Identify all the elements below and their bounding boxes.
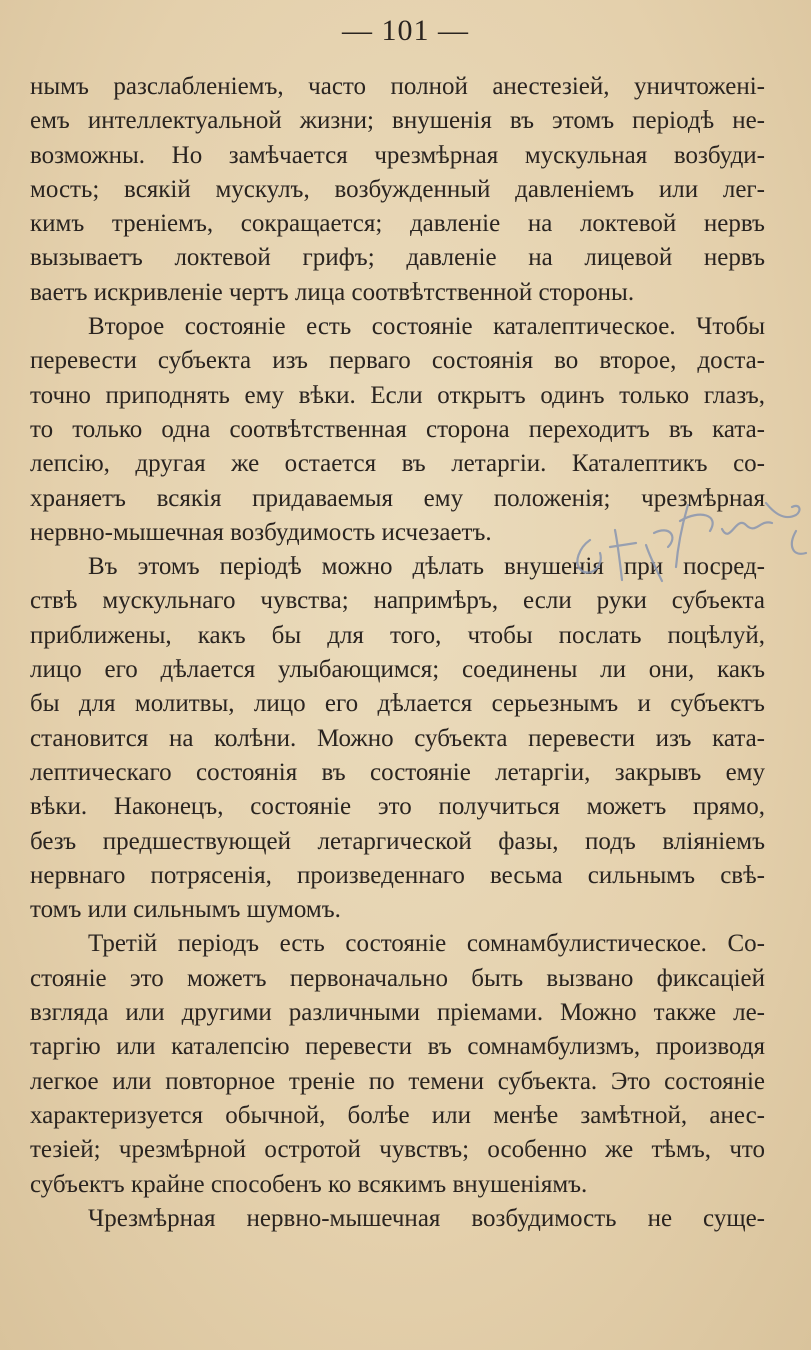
text-line: Второе состояніе есть состояніе каталептическое. Чтобы [88, 313, 765, 341]
text-line: таргію или каталепсію перевести въ сомнамбулизмъ, производя [30, 1033, 765, 1061]
text-line: Чрезмѣрная нервно-мышечная возбудимость не суще- [88, 1204, 765, 1232]
text-line: возможны. Но замѣчается чрезмѣрная мускульная возбуди- [30, 141, 765, 169]
text-line: нервно-мышечная возбудимость исчезаетъ. [30, 518, 492, 546]
text-line: вѣки. Наконецъ, состояніе это получиться можетъ прямо, [30, 793, 765, 821]
text-line: субъектъ крайне способенъ ко всякимъ внушеніямъ. [30, 1170, 588, 1198]
text-line: Третій періодъ есть состояніе сомнамбулистическое. Со- [88, 930, 765, 958]
text-line: Въ этомъ періодѣ можно дѣлать внушенія при посред- [88, 553, 765, 581]
text-line: приближены, какъ бы для того, чтобы послать поцѣлуй, [30, 621, 765, 649]
text-line: лепсію, другая же остается въ летаргіи. Каталептикъ со- [30, 450, 765, 478]
text-line: ваетъ искривленіе чертъ лица соотвѣтственной стороны. [30, 278, 635, 306]
text-line: мость; всякій мускулъ, возбужденный давленіемъ или лег- [30, 175, 765, 203]
text-line: нервнаго потрясенія, произведеннаго весьма сильнымъ свѣ- [30, 861, 765, 889]
text-line: лептическаго состоянія въ состояніе летаргіи, закрывъ ему [30, 758, 765, 786]
text-line: емъ интеллектуальной жизни; внушенія въ этомъ періодѣ не- [30, 107, 765, 135]
text-line: бы для молитвы, лицо его дѣлается серьезнымъ и субъектъ [30, 690, 765, 718]
text-line: точно приподнять ему вѣки. Если открытъ одинъ только глазъ, [30, 381, 765, 409]
text-line: нымъ разслабленіемъ, часто полной анестезіей, уничтожені- [30, 73, 765, 100]
text-line: становится на колѣни. Можно субъекта перевести изъ ката- [30, 724, 765, 752]
body-text [30, 70, 765, 1236]
text-line: перевести субъекта изъ перваго состоянія во второе, доста- [30, 347, 765, 375]
text-line: характеризуется обычной, болѣе или менѣе замѣтной, анес- [30, 1101, 765, 1129]
text-line: стояніе это можетъ первоначально быть вызвано фиксаціей [30, 964, 765, 992]
text-line: легкое или повторное треніе по темени субъекта. Это состояніе [30, 1067, 765, 1095]
text-line: тезіей; чрезмѣрной остротой чувствъ; особенно же тѣмъ, что [30, 1136, 765, 1164]
text-line: то только одна соотвѣтственная сторона переходитъ въ ката- [30, 415, 765, 443]
text-line: храняетъ всякія придаваемыя ему положенія; чрезмѣрная [30, 484, 765, 512]
text-line: вызываетъ локтевой грифъ; давленіе на лицевой нервъ [30, 244, 765, 272]
text-line: ствѣ мускульнаго чувства; напримѣръ, если руки субъекта [30, 587, 765, 615]
handwritten-signature [560, 485, 810, 595]
text-line: взгляда или другими различными пріемами. Можно также ле- [30, 999, 765, 1027]
text-line: лицо его дѣлается улыбающимся; соединены ли они, какъ [30, 656, 765, 684]
page-number: — 101 — [342, 14, 469, 47]
text-line: кимъ треніемъ, сокращается; давленіе на локтевой нервъ [30, 210, 765, 238]
text-line: томъ или сильнымъ шумомъ. [30, 896, 341, 924]
text-line: безъ предшествующей летаргической фазы, подъ вліяніемъ [30, 827, 765, 855]
